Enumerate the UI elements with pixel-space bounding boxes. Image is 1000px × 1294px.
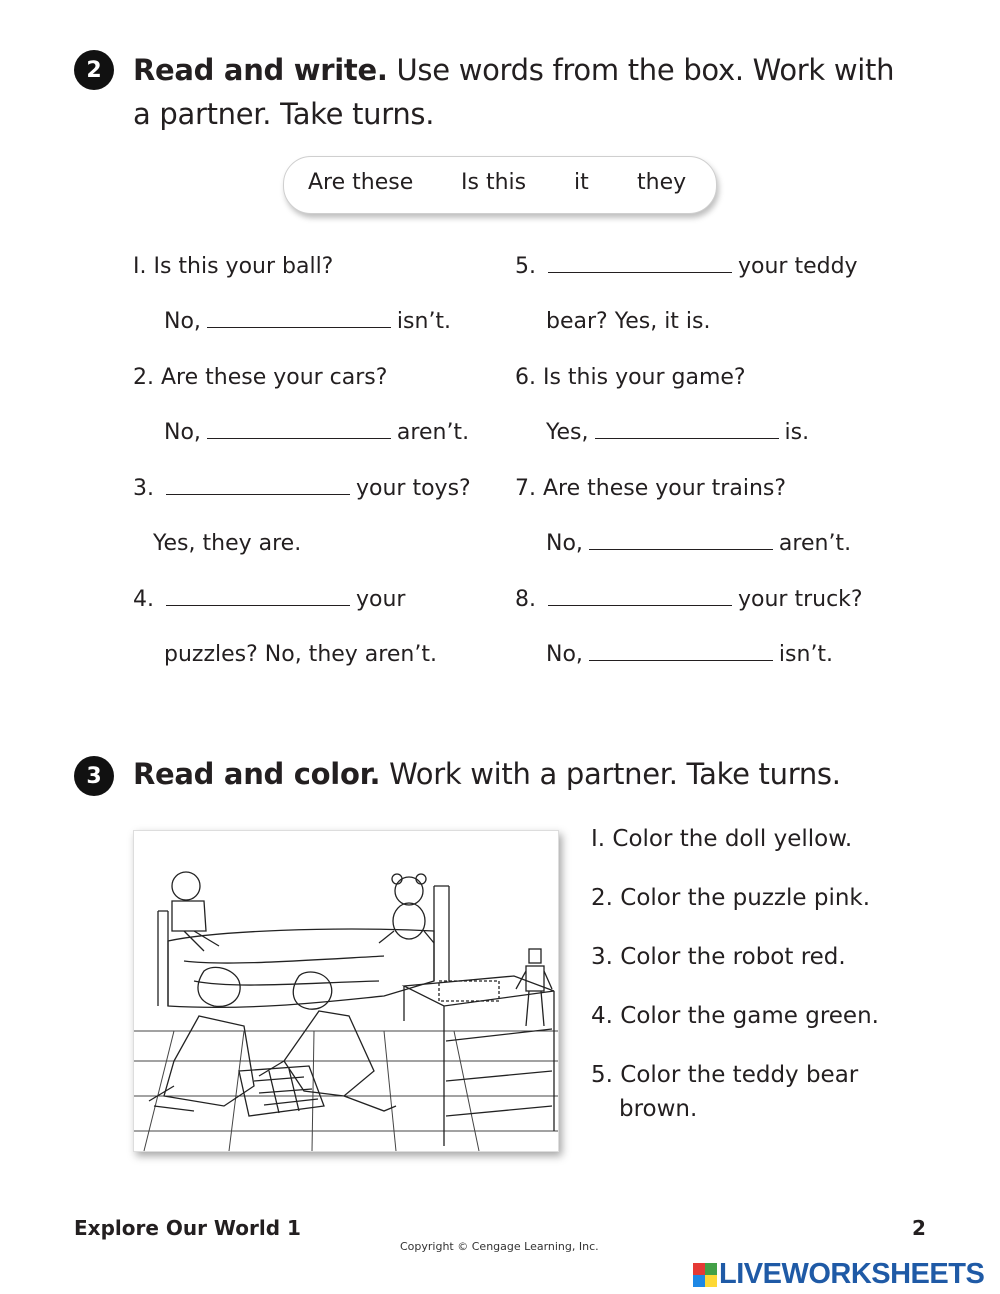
question-suffix: your teddy <box>738 254 858 279</box>
answer-prefix: No, <box>546 531 583 556</box>
answer-suffix: aren’t. <box>778 531 852 556</box>
answer-8 <box>546 642 833 667</box>
question-suffix: your <box>356 587 406 612</box>
color-item-5: 5. Color the teddy bear <box>591 1062 859 1088</box>
instruction-bold: Read and color. <box>133 757 381 791</box>
exercise-2-instruction <box>133 48 894 92</box>
color-item-3: 3. Color the robot red. <box>591 944 846 970</box>
instruction-text: Work with a partner. Take turns. <box>380 757 841 791</box>
color-item-4: 4. Color the game green. <box>591 1003 879 1029</box>
answer-6 <box>546 420 809 445</box>
word-box-item: they <box>637 170 687 195</box>
liveworksheets-brand[interactable] <box>693 1258 984 1291</box>
answer-suffix: isn’t. <box>778 642 834 667</box>
word-box-item: it <box>574 170 589 195</box>
word-box-item: Are these <box>308 170 414 195</box>
answer-prefix: No, <box>164 420 201 445</box>
page-number: 2 <box>912 1216 926 1240</box>
question-3 <box>133 476 471 501</box>
question-6: 6. Is this your game? <box>515 365 746 390</box>
question-1: I. Is this your ball? <box>133 254 334 279</box>
answer-3: Yes, they are. <box>153 531 302 556</box>
answer-blank-8[interactable] <box>589 659 773 661</box>
color-item-5-cont: brown. <box>619 1096 698 1122</box>
answer-suffix: aren’t. <box>396 420 470 445</box>
coloring-illustration <box>133 830 559 1152</box>
color-item-2: 2. Color the puzzle pink. <box>591 885 871 911</box>
question-blank-3[interactable] <box>166 493 350 495</box>
question-number: 5. <box>515 254 536 279</box>
answer-blank-7[interactable] <box>589 548 773 550</box>
answer-blank-1[interactable] <box>207 326 391 328</box>
question-8 <box>515 587 863 612</box>
answer-1 <box>164 309 451 334</box>
question-4 <box>133 587 405 612</box>
exercise-3-instruction <box>133 752 841 796</box>
answer-prefix: No, <box>164 309 201 334</box>
question-2: 2. Are these your cars? <box>133 365 388 390</box>
exercise-number-badge: 2 <box>74 50 114 90</box>
word-box-item: Is this <box>461 170 527 195</box>
answer-suffix: is. <box>784 420 810 445</box>
instruction-line-2: a partner. Take turns. <box>133 97 435 131</box>
answer-suffix: isn’t. <box>396 309 452 334</box>
brand-text: LIVEWORKSHEETS <box>719 1258 985 1290</box>
liveworksheets-logo-icon <box>693 1263 717 1287</box>
answer-4: puzzles? No, they aren’t. <box>164 642 437 667</box>
answer-prefix: Yes, <box>546 420 589 445</box>
answer-prefix: No, <box>546 642 583 667</box>
instruction-bold: Read and write. <box>133 53 388 87</box>
color-item-1: I. Color the doll yellow. <box>591 826 853 852</box>
question-number: 8. <box>515 587 536 612</box>
question-blank-8[interactable] <box>548 604 732 606</box>
book-title: Explore Our World 1 <box>74 1216 301 1240</box>
answer-blank-2[interactable] <box>207 437 391 439</box>
question-number: 3. <box>133 476 154 501</box>
question-blank-5[interactable] <box>548 271 732 273</box>
instruction-text: Use words from the box. Work with <box>387 53 895 87</box>
question-suffix: your truck? <box>738 587 863 612</box>
kids-bedroom-drawing <box>134 831 558 1151</box>
exercise-number-badge: 3 <box>74 756 114 796</box>
copyright: Copyright © Cengage Learning, Inc. <box>400 1240 599 1253</box>
answer-blank-6[interactable] <box>595 437 779 439</box>
answer-7 <box>546 531 851 556</box>
answer-2 <box>164 420 469 445</box>
question-number: 4. <box>133 587 154 612</box>
question-7: 7. Are these your trains? <box>515 476 787 501</box>
question-5 <box>515 254 858 279</box>
question-suffix: your toys? <box>356 476 471 501</box>
question-blank-4[interactable] <box>166 604 350 606</box>
answer-5: bear? Yes, it is. <box>546 309 711 334</box>
